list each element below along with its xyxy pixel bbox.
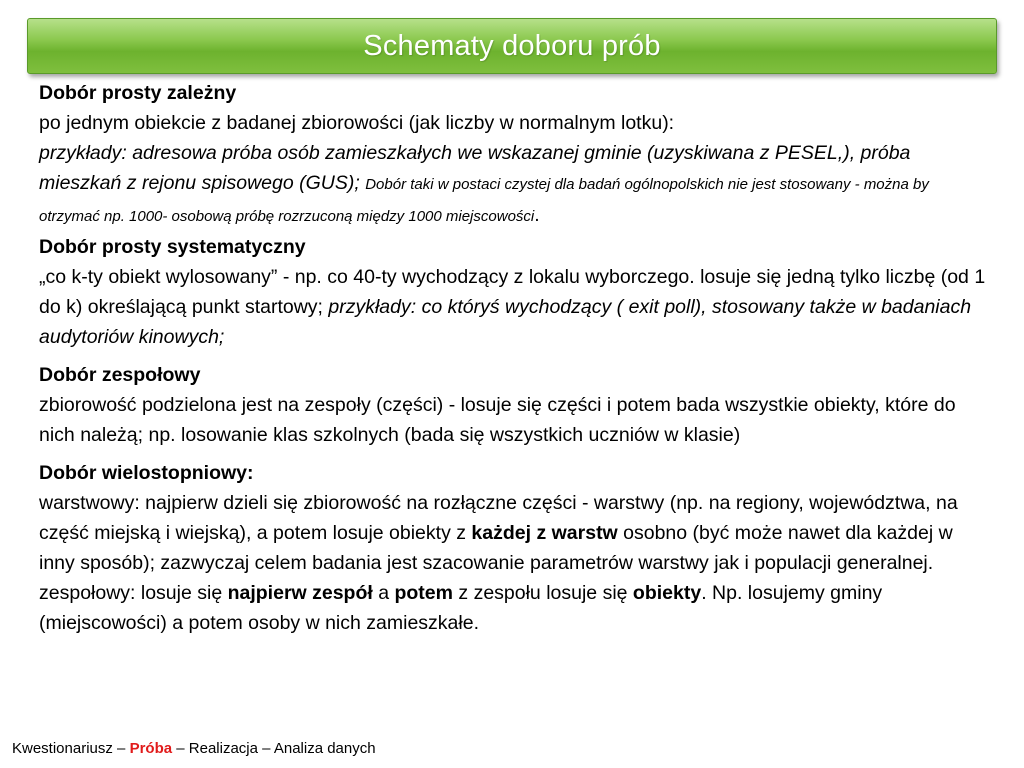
section-heading: Dobór prosty zależny [39, 82, 237, 104]
slide-title: Schematy doboru prób [363, 29, 661, 62]
footer-item-realizacja: Realizacja [188, 740, 258, 757]
section-examples [39, 138, 989, 232]
section-text-zespolowy: zespołowy: losuje się najpierw zespół a potem z zespołu losuje się obiekty. Np. losujemy gminy (miejscowości) a potem osoby w nich zamieszkałe. [39, 582, 883, 634]
note-end: . [534, 204, 540, 226]
section-text-warstwowy: warstwowy: najpierw dzieli się zbiorowość na rozłączne części - warstwy (np. na regiony, województwa, na część miejską i wiejską), a potem losuje obiekty z każdej z warstw osobno (być może nawet dla każdej w inny sposób); zazwyczaj celem badania jest szacowanie parametrów warstwy jak i populacji generalnej. [39, 492, 958, 574]
footer-item-kwestionariusz: Kwestionariusz [12, 740, 113, 757]
section-dobor-prosty-zalezny [39, 78, 989, 232]
section-heading: Dobór zespołowy [39, 364, 201, 386]
section-dobor-zespolowy [39, 360, 989, 450]
footer-item-analiza: Analiza danych [273, 740, 376, 757]
section-text: zbiorowość podzielona jest na zespoły (części) - losuje się części i potem bada wszystkie obiekty, które do nich należą; np. losowanie klas szkolnych (bada się wszystkich uczniów w klasie) [39, 394, 956, 446]
footer-breadcrumb: Kwestionariusz – Próba – Realizacja – Analiza danych [12, 740, 376, 757]
section-text: po jednym obiekcie z badanej zbiorowości (jak liczby w normalnym lotku): [39, 112, 675, 134]
note-small: Dobór taki w postaci czystej dla badań ogólnopolskich nie jest stosowany - można by otrzymać np. 1000- osobową próbę rozrzuconą między 1000 miejscowości [39, 176, 929, 225]
section-dobor-wielostopniowy [39, 458, 989, 638]
footer-item-proba: Próba [129, 740, 173, 757]
slide-content [39, 78, 989, 638]
title-banner [27, 18, 997, 74]
section-heading: Dobór wielostopniowy: [39, 462, 254, 484]
examples-italic: przykłady: adresowa próba osób zamieszkałych we wskazanej gminie (uzyskiwana z PESEL,), próba mieszkań z rejonu spisowego (GUS); [39, 142, 911, 194]
section-dobor-prosty-systematyczny [39, 232, 989, 352]
examples-italic: przykłady: co któryś wychodzący ( exit poll), stosowany także w badaniach audytoriów kinowych; [39, 296, 972, 348]
section-heading: Dobór prosty systematyczny [39, 236, 306, 258]
section-text: „co k-ty obiekt wylosowany” - np. co 40-ty wychodzący z lokalu wyborczego. losuje się jedną tylko liczbę (od 1 do k) określającą punkt startowy; przykłady: co któryś wychodzący ( exit poll), stosowany także w badaniach audytoriów kinowych; [39, 266, 986, 348]
